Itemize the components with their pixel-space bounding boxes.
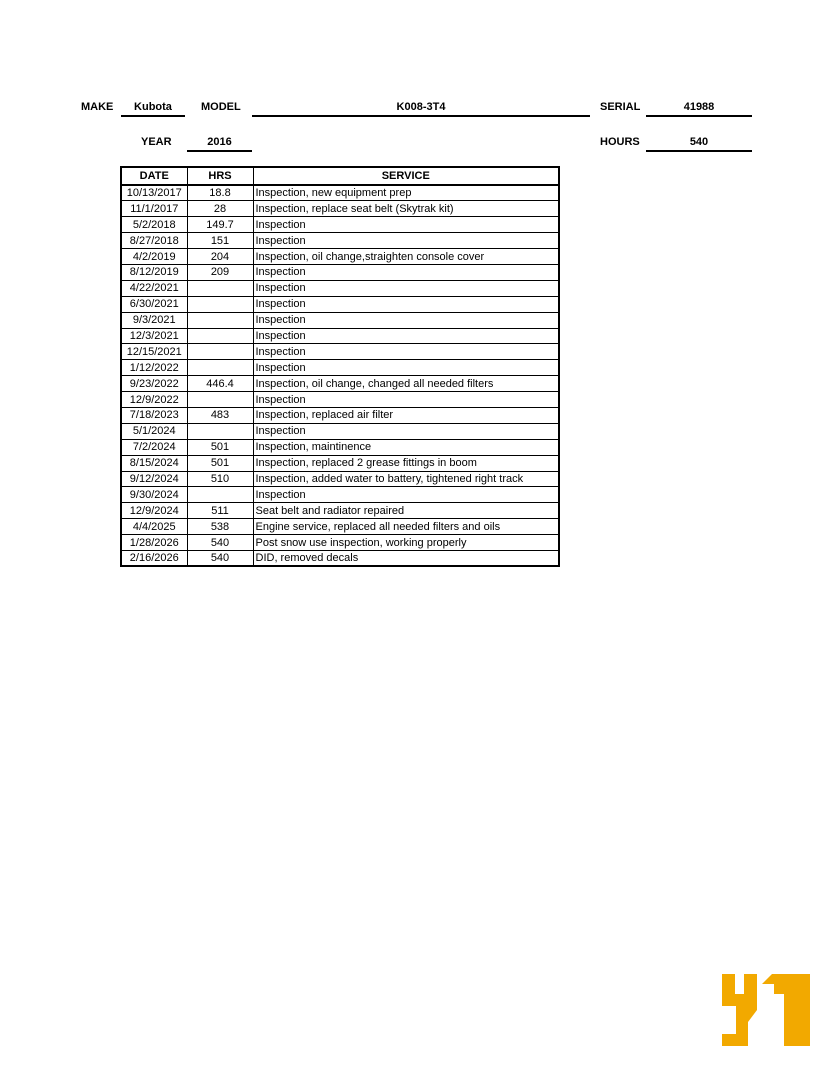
service-cell: Inspection, replace seat belt (Skytrak kit)	[253, 201, 559, 217]
service-cell: Post snow use inspection, working properly	[253, 535, 559, 551]
service-cell: Inspection	[253, 344, 559, 360]
table-row	[121, 550, 559, 566]
hours-cell: 501	[187, 439, 253, 455]
model-value: K008-3T4	[252, 100, 590, 117]
table-row	[121, 487, 559, 503]
service-cell: Inspection	[253, 217, 559, 233]
date-cell: 9/23/2022	[121, 376, 187, 392]
date-cell: 8/15/2024	[121, 455, 187, 471]
service-cell: Inspection, added water to battery, tightened right track	[253, 471, 559, 487]
date-cell: 9/3/2021	[121, 312, 187, 328]
table-row	[121, 312, 559, 328]
table-row	[121, 344, 559, 360]
model-label: MODEL	[201, 101, 241, 113]
table-row	[121, 407, 559, 423]
hours-cell: 204	[187, 249, 253, 265]
service-log-table	[120, 166, 560, 567]
table-row	[121, 328, 559, 344]
logo-left-glyph	[722, 974, 757, 1046]
date-column-header: DATE	[121, 167, 187, 185]
hours-cell	[187, 328, 253, 344]
table-row	[121, 185, 559, 201]
date-cell: 12/9/2024	[121, 503, 187, 519]
table-row	[121, 264, 559, 280]
service-cell: Inspection	[253, 328, 559, 344]
service-cell: Seat belt and radiator repaired	[253, 503, 559, 519]
hours-cell	[187, 392, 253, 408]
table-row	[121, 392, 559, 408]
table-row	[121, 217, 559, 233]
date-cell: 12/15/2021	[121, 344, 187, 360]
date-cell: 1/12/2022	[121, 360, 187, 376]
date-cell: 9/30/2024	[121, 487, 187, 503]
date-cell: 12/3/2021	[121, 328, 187, 344]
hours-label: HOURS	[600, 136, 640, 148]
hours-cell: 483	[187, 407, 253, 423]
hours-cell: 149.7	[187, 217, 253, 233]
table-row	[121, 535, 559, 551]
hours-cell	[187, 344, 253, 360]
service-cell: Inspection	[253, 487, 559, 503]
hours-cell: 510	[187, 471, 253, 487]
date-cell: 4/2/2019	[121, 249, 187, 265]
year-label: YEAR	[141, 136, 172, 148]
table-row	[121, 455, 559, 471]
service-cell: Inspection	[253, 312, 559, 328]
table-row	[121, 249, 559, 265]
service-cell: Inspection	[253, 423, 559, 439]
service-cell: Inspection	[253, 360, 559, 376]
service-cell: Inspection	[253, 392, 559, 408]
hours-value: 540	[646, 135, 752, 152]
hours-cell: 540	[187, 550, 253, 566]
hours-cell: 540	[187, 535, 253, 551]
date-cell: 5/2/2018	[121, 217, 187, 233]
date-cell: 9/12/2024	[121, 471, 187, 487]
table-row	[121, 471, 559, 487]
date-cell: 2/16/2026	[121, 550, 187, 566]
hrs-column-header: HRS	[187, 167, 253, 185]
serial-label: SERIAL	[600, 101, 641, 113]
date-cell: 7/18/2023	[121, 407, 187, 423]
date-cell: 8/27/2018	[121, 233, 187, 249]
hours-cell	[187, 423, 253, 439]
table-row	[121, 233, 559, 249]
logo-right-glyph	[762, 974, 810, 1046]
service-cell: Inspection, replaced 2 grease fittings in boom	[253, 455, 559, 471]
date-cell: 12/9/2022	[121, 392, 187, 408]
table-row	[121, 296, 559, 312]
table-row	[121, 201, 559, 217]
hours-cell	[187, 280, 253, 296]
hours-cell: 511	[187, 503, 253, 519]
service-cell: Inspection, replaced air filter	[253, 407, 559, 423]
hours-cell	[187, 296, 253, 312]
date-cell: 7/2/2024	[121, 439, 187, 455]
service-cell: Inspection, oil change,straighten console cover	[253, 249, 559, 265]
table-header-row	[121, 167, 559, 185]
date-cell: 5/1/2024	[121, 423, 187, 439]
date-cell: 4/4/2025	[121, 519, 187, 535]
service-cell: Inspection, maintinence	[253, 439, 559, 455]
hours-cell: 28	[187, 201, 253, 217]
service-log-body	[121, 185, 559, 566]
hours-cell: 538	[187, 519, 253, 535]
date-cell: 1/28/2026	[121, 535, 187, 551]
service-cell: Inspection	[253, 264, 559, 280]
hours-cell: 446.4	[187, 376, 253, 392]
table-row	[121, 423, 559, 439]
service-cell: Inspection, oil change, changed all needed filters	[253, 376, 559, 392]
table-row	[121, 519, 559, 535]
date-cell: 8/12/2019	[121, 264, 187, 280]
year-value: 2016	[187, 135, 252, 152]
table-row	[121, 439, 559, 455]
hours-cell: 151	[187, 233, 253, 249]
logo-shapes	[722, 974, 810, 1046]
date-cell: 10/13/2017	[121, 185, 187, 201]
hours-cell: 209	[187, 264, 253, 280]
hours-cell: 501	[187, 455, 253, 471]
service-cell: Inspection	[253, 233, 559, 249]
service-column-header: SERVICE	[253, 167, 559, 185]
date-cell: 4/22/2021	[121, 280, 187, 296]
make-value: Kubota	[121, 100, 185, 117]
company-logo-icon	[722, 972, 810, 1046]
table-row	[121, 360, 559, 376]
service-cell: Engine service, replaced all needed filters and oils	[253, 519, 559, 535]
date-cell: 11/1/2017	[121, 201, 187, 217]
hours-cell: 18.8	[187, 185, 253, 201]
hours-cell	[187, 312, 253, 328]
date-cell: 6/30/2021	[121, 296, 187, 312]
serial-value: 41988	[646, 100, 752, 117]
service-cell: Inspection	[253, 280, 559, 296]
service-cell: Inspection	[253, 296, 559, 312]
hours-cell	[187, 487, 253, 503]
table-row	[121, 503, 559, 519]
hours-cell	[187, 360, 253, 376]
make-label: MAKE	[81, 101, 114, 113]
table-row	[121, 280, 559, 296]
table-row	[121, 376, 559, 392]
service-cell: Inspection, new equipment prep	[253, 185, 559, 201]
service-cell: DID, removed decals	[253, 550, 559, 566]
